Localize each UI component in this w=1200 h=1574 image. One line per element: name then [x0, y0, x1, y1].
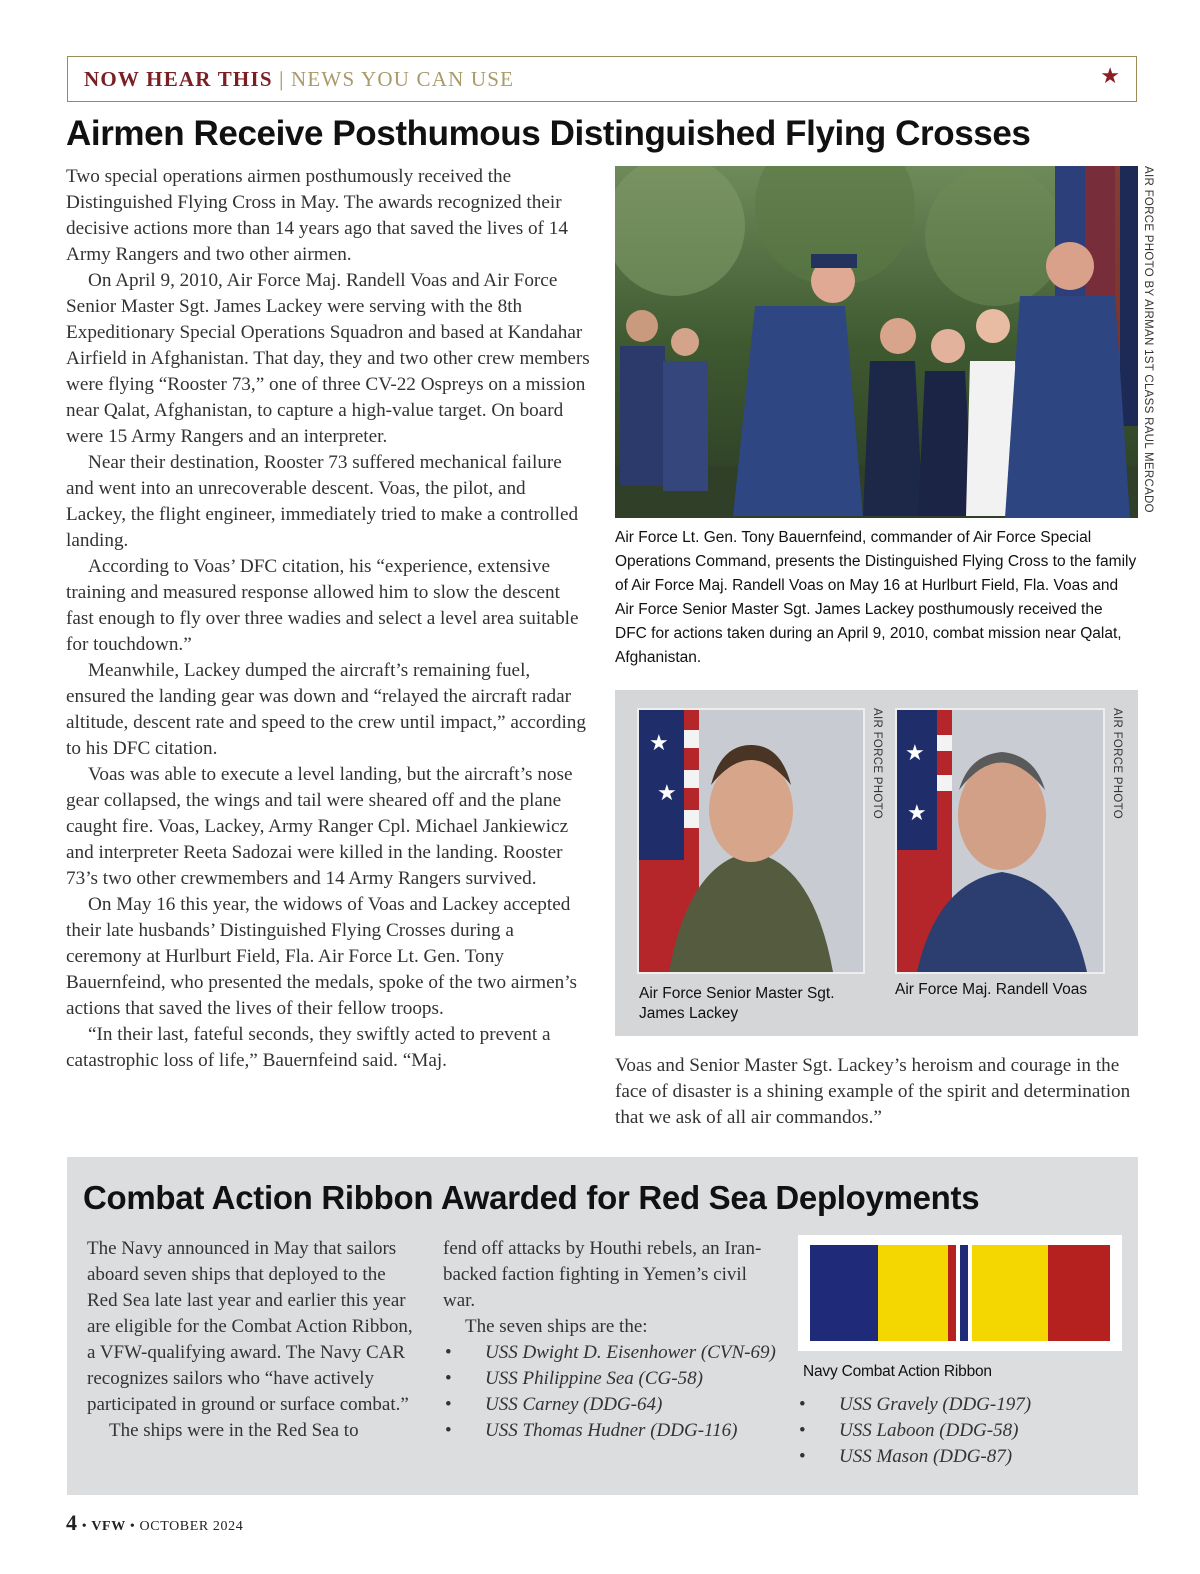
sidebar-column-2 — [443, 1236, 777, 1444]
photo-caption: Air Force Lt. Gen. Tony Bauernfeind, commander of Air Force Special Operations Command, presents the Distinguished Flying Cross to the family of Air Force Maj. Randell Voas on May 16 at Hurlburt Field, Fla. Voas and Air Force Senior Master Sgt. James Lackey posthumously received the DFC for actions taken during an April 9, 2010, combat mission near Qalat, Afghanistan. — [615, 529, 1137, 666]
body-paragraph: On April 9, 2010, Air Force Maj. Randell Voas and Air Force Senior Master Sgt. James Lackey were serving with the 8th Expeditionary Special Operations Squadron and based at Kandahar Airfield in Afghanistan. That day, they and two other crew members were flying “Rooster 73,” one of three CV-22 Ospreys on a mission near Qalat, Afghanistan, to capture a high-value target. On board were 15 Army Rangers and an interpreter. — [66, 270, 590, 447]
body-paragraph: Near their destination, Rooster 73 suffered mechanical failure and went into an unrecoverable descent. Voas, the pilot, and Lackey, the flight engineer, immediately tried to make a controlled landing. — [66, 452, 579, 551]
sidebar-headline: Combat Action Ribbon Awarded for Red Sea Deployments — [83, 1179, 980, 1216]
body-paragraph: Meanwhile, Lackey dumped the aircraft’s remaining fuel, ensured the landing gear was down and “relayed the aircraft radar altitude, descent rate and speed to the crew until impact,” according to his DFC citation. — [66, 660, 586, 759]
svg-text:★: ★ — [907, 801, 927, 826]
svg-text:★: ★ — [905, 741, 925, 766]
portrait-voas-illustration — [897, 710, 1103, 972]
footer-bullet: • — [81, 1519, 88, 1534]
ribbon-stripe-gold — [878, 1245, 948, 1341]
article-body-continued — [615, 1053, 1138, 1131]
body-paragraph: On May 16 this year, the widows of Voas and Lackey accepted their late husbands’ Distinguished Flying Crosses during a ceremony at Hurlburt Field, Fla. Air Force Lt. Gen. Tony Bauernfeind, who presented the medals, spoke of the two airmen’s actions that saved the lives of their fellow troops. — [66, 894, 577, 1019]
portrait-lackey-illustration — [639, 710, 863, 972]
body-paragraph: fend off attacks by Houthi rebels, an Iran-backed faction fighting in Yemen’s civil war. — [443, 1238, 762, 1311]
list-item: • USS Laboon (DDG-58) — [799, 1418, 1119, 1444]
body-paragraph: According to Voas’ DFC citation, his “experience, extensive training and measured response allowed him to slow the descent fast enough to fly over three wadies and select a level area suitable for touchdown.” — [66, 556, 579, 655]
star-icon: ★ — [1100, 64, 1120, 89]
portraits-panel — [615, 690, 1138, 1036]
issue-date: OCTOBER 2024 — [139, 1519, 244, 1534]
ribbon-stripe-gold — [972, 1245, 1048, 1341]
portrait-caption: Air Force Maj. Randell Voas — [895, 981, 1088, 998]
body-paragraph: The ships were in the Red Sea to — [109, 1420, 359, 1441]
body-paragraph: Voas and Senior Master Sgt. Lackey’s heroism and courage in the face of disaster is a shining example of the spirit and determination that we ask of all air commandos.” — [615, 1055, 1131, 1128]
list-item: • USS Carney (DDG-64) — [445, 1392, 777, 1418]
photo-credit: AIR FORCE PHOTO BY AIRMAN 1ST CLASS RAUL MERCADO — [1142, 166, 1154, 513]
page-footer — [66, 1510, 243, 1536]
ships-list — [445, 1340, 777, 1444]
section-separator: | — [279, 67, 285, 91]
list-item: • USS Dwight D. Eisenhower (CVN-69) — [445, 1340, 777, 1366]
magazine-name: VFW — [91, 1519, 126, 1534]
list-item: • USS Philippine Sea (CG-58) — [445, 1366, 777, 1392]
sidebar-column-1 — [87, 1236, 419, 1444]
footer-bullet: • — [129, 1519, 136, 1534]
portrait-credit: AIR FORCE PHOTO — [871, 708, 883, 819]
ribbon-stripe-red — [1048, 1245, 1110, 1341]
svg-text:★: ★ — [657, 781, 677, 806]
ribbon-caption: Navy Combat Action Ribbon — [803, 1363, 992, 1380]
body-paragraph: The seven ships are the: — [465, 1316, 648, 1337]
portrait-caption: Air Force Senior Master Sgt. James Lackey — [639, 985, 835, 1022]
ships-list — [799, 1392, 1119, 1470]
body-paragraph: “In their last, fateful seconds, they swiftly acted to prevent a catastrophic loss of life,” Bauernfeind said. “Maj. — [66, 1024, 551, 1071]
ribbon-stripe-red — [948, 1245, 956, 1341]
list-item: • USS Mason (DDG-87) — [799, 1444, 1119, 1470]
section-label — [84, 67, 514, 92]
body-paragraph: The Navy announced in May that sailors aboard seven ships that deployed to the Red Sea late last year and earlier this year are eligible for the Combat Action Ribbon, a VFW-qualifying award. The Navy CAR recognizes sailors who “have actively participated in ground or surface combat.” — [87, 1238, 413, 1415]
ceremony-photo-illustration — [615, 166, 1138, 518]
body-paragraph: Two special operations airmen posthumously received the Distinguished Flying Cross in May. The awards recognized their decisive actions more than 14 years ago that saved the lives of 14 Army Rangers and two other airmen. — [66, 166, 568, 265]
section-subtitle: NEWS YOU CAN USE — [291, 67, 515, 91]
combat-action-ribbon-icon — [798, 1235, 1122, 1351]
sidebar-column-3 — [799, 1392, 1119, 1470]
list-item: • USS Thomas Hudner (DDG-116) — [445, 1418, 777, 1444]
svg-text:★: ★ — [649, 731, 669, 756]
ribbon-stripe-white — [956, 1245, 960, 1341]
page-number: 4 — [66, 1510, 78, 1535]
ribbon-stripe-white — [968, 1245, 972, 1341]
ribbon-image — [798, 1235, 1122, 1351]
article-headline: Airmen Receive Posthumous Distinguished Flying Crosses — [66, 114, 1031, 153]
ribbon-stripe-blue — [960, 1245, 968, 1341]
article-body — [66, 164, 590, 1074]
portrait-voas — [895, 708, 1105, 974]
sidebar-article — [67, 1157, 1138, 1495]
section-banner — [67, 56, 1137, 102]
ceremony-photo — [615, 166, 1138, 518]
portrait-lackey — [637, 708, 865, 974]
portrait-credit: AIR FORCE PHOTO — [1111, 708, 1123, 819]
section-title: NOW HEAR THIS — [84, 67, 273, 91]
ribbon-stripe-blue — [810, 1245, 878, 1341]
list-item: • USS Gravely (DDG-197) — [799, 1392, 1119, 1418]
body-paragraph: Voas was able to execute a level landing, but the aircraft’s nose gear collapsed, the wings and tail were sheared off and the plane caught fire. Voas, Lackey, Army Ranger Cpl. Michael Jankiewicz and interpreter Reeta Sadozai were killed in the landing. Rooster 73’s two other crewmembers and 14 Army Rangers survived. — [66, 764, 573, 889]
